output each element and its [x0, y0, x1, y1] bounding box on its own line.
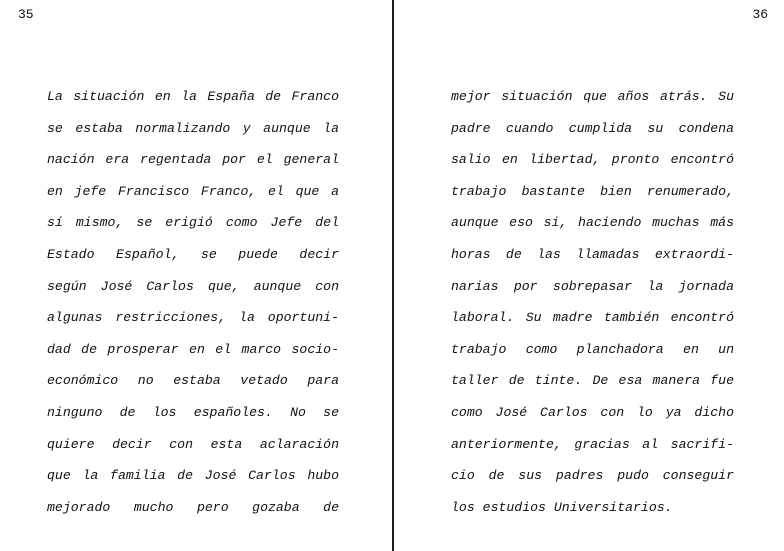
text-line: mejorado mucho pero gozaba de: [47, 499, 339, 515]
text-line: dad de prosperar en el marco socio-: [47, 341, 339, 357]
text-line: mejor situación que años atrás. Su: [451, 89, 734, 104]
text-line: laboral. Su madre también encontró: [451, 310, 734, 326]
right-page: [394, 0, 784, 551]
page-number: 35: [18, 7, 34, 22]
body-text: [47, 86, 339, 528]
text-line: quiere decir con esta aclaración: [47, 436, 339, 452]
text-line: trabajo como planchadora en un: [451, 341, 734, 357]
text-line: Estado Español, se puede decir: [47, 246, 339, 262]
text-line: trabajo bastante bien renumerado,: [451, 183, 734, 199]
text-line: narias por sobrepasar la jornada: [451, 278, 734, 294]
text-line: los estudios Universitarios.: [451, 499, 673, 515]
text-line: anteriormente, gracias al sacrifi-: [451, 436, 734, 452]
text-line: padre cuando cumplida su condena: [451, 120, 734, 136]
page-number: 36: [752, 7, 768, 22]
text-line: nación era regentada por el general: [47, 152, 339, 168]
text-line: ninguno de los españoles. No se: [47, 404, 339, 420]
text-line: se estaba normalizando y aunque la: [47, 120, 339, 136]
text-line: que la familia de José Carlos hubo: [47, 468, 339, 484]
text-line: algunas restricciones, la oportuni-: [47, 310, 339, 326]
text-line: salio en libertad, pronto encontró: [451, 152, 734, 168]
text-line: económico no estaba vetado para: [47, 373, 339, 389]
text-line: La situación en la España de Franco: [47, 89, 339, 104]
text-line: cio de sus padres pudo conseguir: [451, 468, 734, 484]
text-line: taller de tinte. De esa manera fue: [451, 373, 734, 389]
text-line: en jefe Francisco Franco, el que a: [47, 183, 339, 199]
body-text: [451, 86, 734, 528]
text-line: según José Carlos que, aunque con: [47, 278, 339, 294]
text-line: sí mismo, se erigió como Jefe del: [47, 215, 339, 231]
text-line: aunque eso si, haciendo muchas más: [451, 215, 734, 231]
text-line: como José Carlos con lo ya dicho: [451, 404, 734, 420]
text-line: horas de las llamadas extraordi-: [451, 246, 734, 262]
